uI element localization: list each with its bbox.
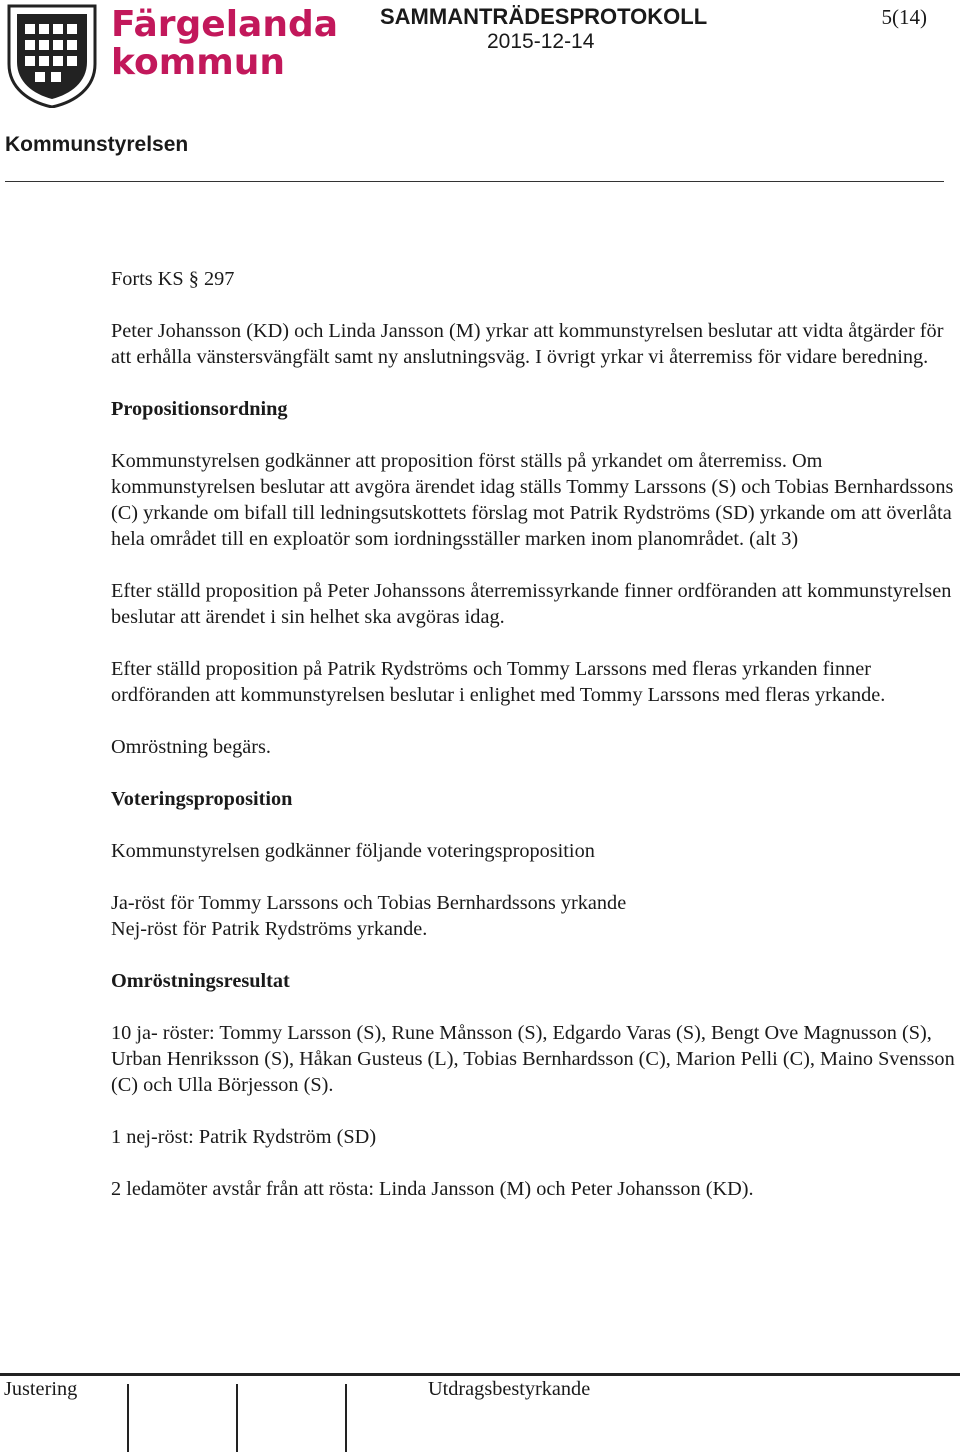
vote-no: Nej-röst för Patrik Rydströms yrkande. [111, 918, 428, 940]
municipality-logo [5, 4, 339, 110]
paragraph: Efter ställd proposition på Patrik Rydströms och Tommy Larssons med fleras yrkanden finner ordföranden att kommunstyrelsen beslutar i enlighet med Tommy Larssons med fleras yrkande. [111, 658, 886, 706]
footer-divider [0, 1373, 960, 1376]
logo-wordmark [111, 6, 338, 82]
paragraph: Peter Johansson (KD) och Linda Jansson (M) yrkar att kommunstyrelsen beslutar att vidta åtgärder för att erhålla vänstersvängfält samt ny anslutningsväg. I övrigt yrkar vi återremiss för vidare beredning. [111, 320, 944, 368]
signature-box-divider [236, 1384, 238, 1452]
heading-omrostningsresultat: Omröstningsresultat [111, 970, 290, 992]
page-number: 5(14) [881, 5, 927, 29]
signature-box-divider [127, 1384, 129, 1452]
paragraph: Kommunstyrelsen godkänner att proposition först ställs på yrkandet om återremiss. Om kommunstyrelsen beslutar att avgöra ärendet idag ställs Tommy Larssons (S) och Tobias Bernhardssons (C) yrkande om bifall till ledningsutskottets förslag mot Patrik Rydströms (SD) yrkande om att överlåta hela området till en exploatör som iordningsställer marken inom planområdet. (alt 3) [111, 450, 954, 550]
paragraph: Omröstning begärs. [111, 736, 271, 758]
document-title: SAMMANTRÄDESPROTOKOLL [380, 4, 708, 29]
header-divider [5, 181, 944, 182]
result-yes: 10 ja- röster: Tommy Larsson (S), Rune Månsson (S), Edgardo Varas (S), Bengt Ove Magnusson (S), Urban Henriksson (S), Håkan Gusteus (L), Tobias Bernhardsson (C), Marion Pelli (C), Maino Svensson (C) och Ulla Börjesson (S). [111, 1022, 955, 1096]
signature-box-divider [345, 1384, 347, 1452]
paragraph: Kommunstyrelsen godkänner följande voteringsproposition [111, 840, 595, 862]
heading-voteringsproposition: Voteringsproposition [111, 788, 293, 810]
vote-yes: Ja-röst för Tommy Larssons och Tobias Bernhardssons yrkande [111, 892, 627, 914]
result-abstain: 2 ledamöter avstår från att rösta: Linda Jansson (M) och Peter Johansson (KD). [111, 1178, 754, 1200]
footer-utdragsbestyrkande: Utdragsbestyrkande [428, 1378, 591, 1400]
footer-justering: Justering [4, 1378, 78, 1400]
heading-propositionsordning: Propositionsordning [111, 398, 288, 420]
coat-of-arms-icon [5, 4, 99, 108]
logo-line2: kommun [111, 42, 285, 83]
board-name: Kommunstyrelsen [5, 133, 189, 156]
paragraph: Efter ställd proposition på Peter Johanssons återremissyrkande finner ordföranden att kommunstyrelsen beslutar att ärendet i sin helhet ska avgöras idag. [111, 580, 952, 628]
section-reference: Forts KS § 297 [111, 268, 235, 290]
vote-options [111, 890, 956, 942]
logo-line1: Färgelanda [111, 4, 339, 45]
document-body [111, 266, 956, 1228]
document-date: 2015-12-14 [487, 30, 595, 53]
result-no: 1 nej-röst: Patrik Rydström (SD) [111, 1126, 377, 1148]
